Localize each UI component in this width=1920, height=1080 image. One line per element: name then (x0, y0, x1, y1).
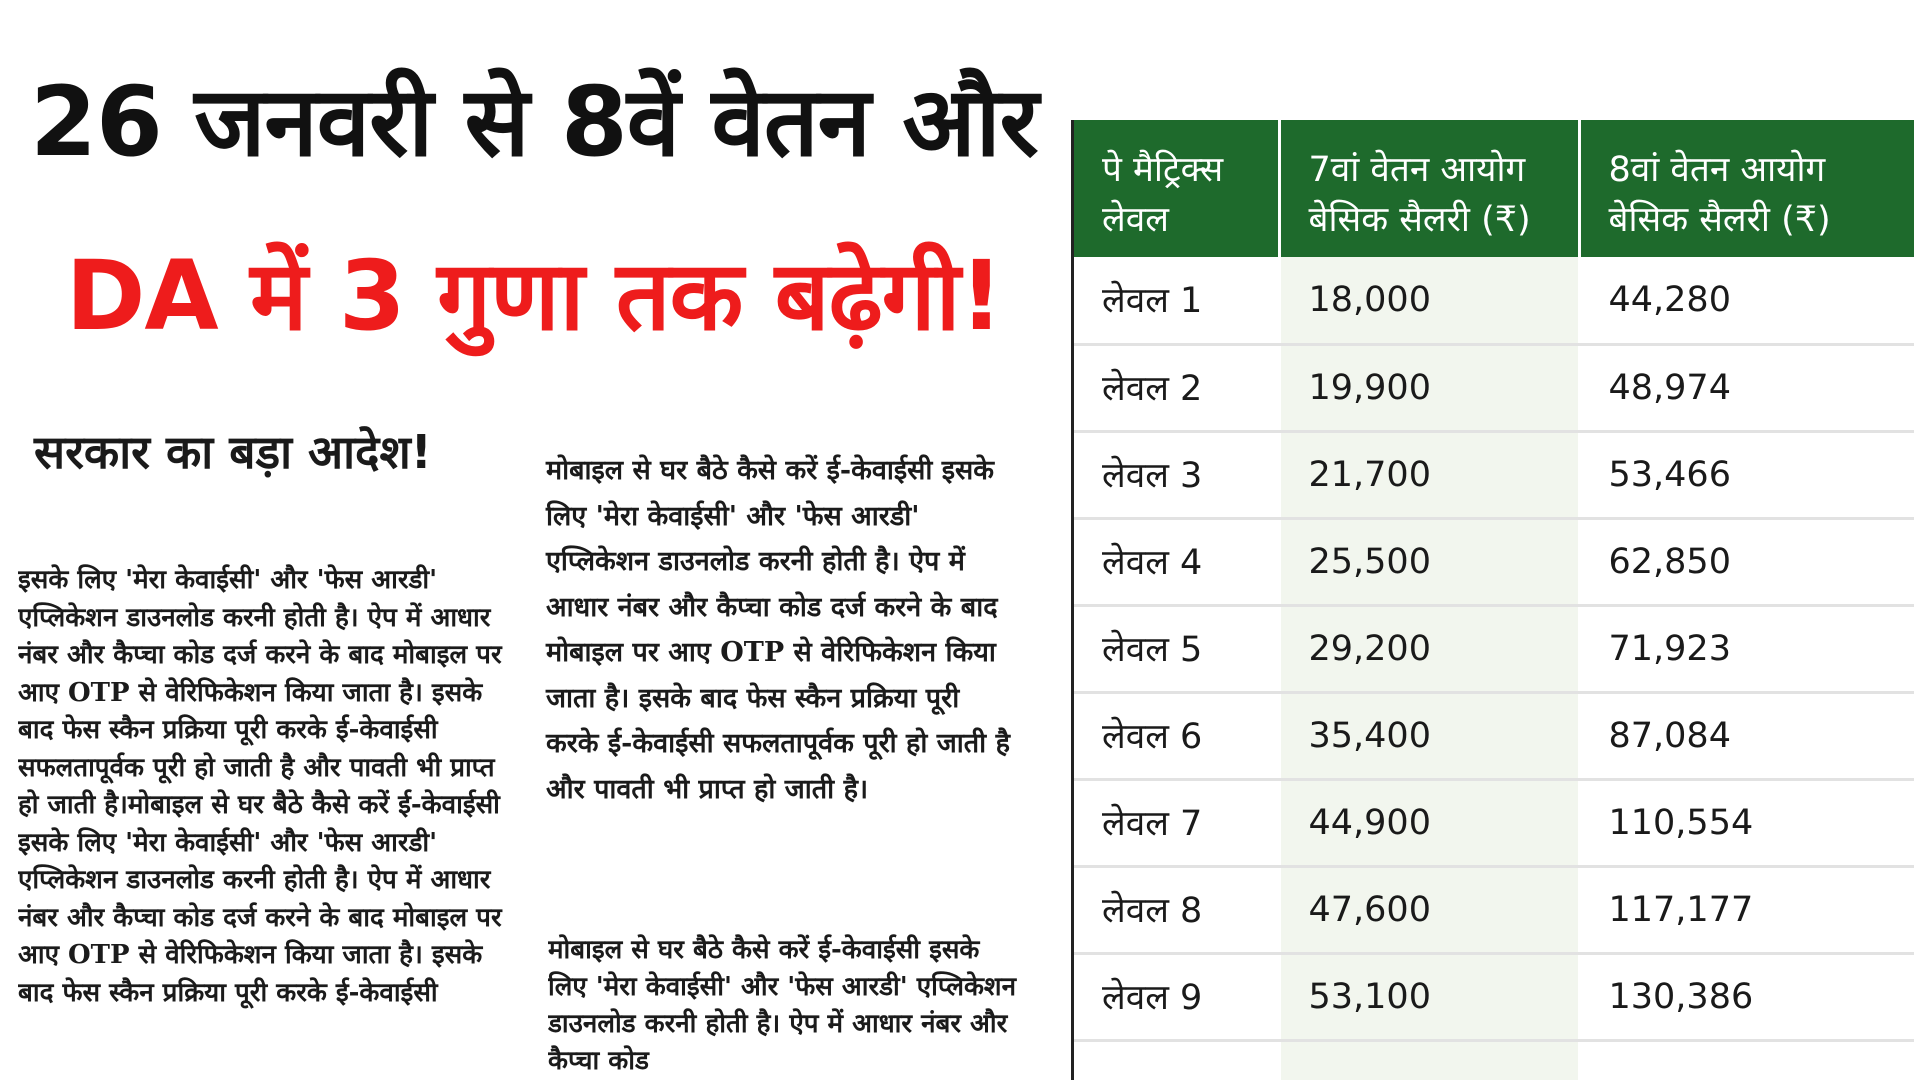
table-row (1074, 692, 1914, 779)
headline-line-1: 26 जनवरी से 8वें वेतन और (30, 66, 1038, 178)
level-cell: लेवल 3 (1074, 431, 1279, 518)
table-row (1074, 605, 1914, 692)
seventh-pay-cell: 21,700 (1279, 431, 1579, 518)
eighth-pay-cell: 44,280 (1579, 257, 1914, 344)
seventh-pay-cell: 18,000 (1279, 257, 1579, 344)
header-8th-pay-commission (1579, 120, 1914, 257)
seventh-pay-cell: 29,200 (1279, 605, 1579, 692)
eighth-pay-cell: 110,554 (1579, 779, 1914, 866)
pay-matrix-table-container (1071, 120, 1914, 1080)
table-row (1074, 431, 1914, 518)
pay-matrix-table (1074, 120, 1914, 1080)
header-line: लेवल (1102, 200, 1169, 240)
level-cell: लेवल 1 (1074, 257, 1279, 344)
eighth-pay-cell: 130,386 (1579, 953, 1914, 1040)
eighth-pay-cell: 117,177 (1579, 866, 1914, 953)
seventh-pay-cell: 25,500 (1279, 518, 1579, 605)
right-paragraph-2: मोबाइल से घर बैठे कैसे करें ई-केवाईसी इसके लिए 'मेरा केवाईसी' और 'फेस आरडी' एप्लिकेशन डाउनलोड करनी होती है। ऐप में आधार नंबर और कैप्चा कोड (548, 935, 1017, 1074)
subheading: सरकार का बड़ा आदेश! (34, 425, 432, 479)
header-line: पे मैट्रिक्स (1102, 150, 1224, 190)
header-line: 8वां वेतन आयोग (1608, 150, 1826, 190)
header-pay-matrix-level (1074, 120, 1279, 257)
level-cell: लेवल 7 (1074, 779, 1279, 866)
level-cell: लेवल 2 (1074, 344, 1279, 431)
table-row (1074, 518, 1914, 605)
table-row (1074, 953, 1914, 1040)
seventh-pay-cell: 53,100 (1279, 953, 1579, 1040)
headline-line-2: DA में 3 गुणा तक बढ़ेगी! (65, 240, 1003, 352)
eighth-pay-cell: 53,466 (1579, 431, 1914, 518)
level-cell: लेवल 5 (1074, 605, 1279, 692)
header-line: 7वां वेतन आयोग (1308, 150, 1526, 190)
eighth-pay-cell: 71,923 (1579, 605, 1914, 692)
table-row (1074, 866, 1914, 953)
level-cell: लेवल 4 (1074, 518, 1279, 605)
table-header-row (1074, 120, 1914, 257)
level-cell (1074, 1040, 1279, 1080)
right-paragraph-1: मोबाइल से घर बैठे कैसे करें ई-केवाईसी इसके लिए 'मेरा केवाईसी' और 'फेस आरडी' एप्लिकेशन डाउनलोड करनी होती है। ऐप में आधार नंबर और कैप्चा कोड दर्ज करने के बाद मोबाइल पर आए OTP से वेरिफिकेशन किया जाता है। इसके बाद फेस स्कैन प्रक्रिया पूरी करके ई-केवाईसी सफलतापूर्वक पूरी हो जाती है और पावती भी प्राप्त हो जाती है। (546, 455, 1010, 805)
level-cell: लेवल 6 (1074, 692, 1279, 779)
header-line: बेसिक सैलरी (₹) (1308, 200, 1531, 240)
table-row (1074, 257, 1914, 344)
eighth-pay-cell (1579, 1040, 1914, 1080)
eighth-pay-cell: 62,850 (1579, 518, 1914, 605)
seventh-pay-cell (1279, 1040, 1579, 1080)
seventh-pay-cell: 44,900 (1279, 779, 1579, 866)
header-line: बेसिक सैलरी (₹) (1608, 200, 1831, 240)
table-row (1074, 344, 1914, 431)
table-row (1074, 779, 1914, 866)
table-row-cut-off (1074, 1040, 1914, 1080)
header-7th-pay-commission (1279, 120, 1579, 257)
eighth-pay-cell: 87,084 (1579, 692, 1914, 779)
level-cell: लेवल 8 (1074, 866, 1279, 953)
seventh-pay-cell: 19,900 (1279, 344, 1579, 431)
eighth-pay-cell: 48,974 (1579, 344, 1914, 431)
level-cell: लेवल 9 (1074, 953, 1279, 1040)
left-paragraph: इसके लिए 'मेरा केवाईसी' और 'फेस आरडी' एप्लिकेशन डाउनलोड करनी होती है। ऐप में आधार नंबर और कैप्चा कोड दर्ज करने के बाद मोबाइल पर आए OTP से वेरिफिकेशन किया जाता है। इसके बाद फेस स्कैन प्रक्रिया पूरी करके ई-केवाईसी सफलतापूर्वक पूरी हो जाती है और पावती भी प्राप्त हो जाती है।मोबाइल से घर बैठे कैसे करें ई-केवाईसी इसके लिए 'मेरा केवाईसी' और 'फेस आरडी' एप्लिकेशन डाउनलोड करनी होती है। ऐप में आधार नंबर और कैप्चा कोड दर्ज करने के बाद मोबाइल पर आए OTP से वेरिफिकेशन किया जाता है। इसके बाद फेस स्कैन प्रक्रिया पूरी करके ई-केवाईसी (18, 565, 502, 1008)
seventh-pay-cell: 35,400 (1279, 692, 1579, 779)
seventh-pay-cell: 47,600 (1279, 866, 1579, 953)
